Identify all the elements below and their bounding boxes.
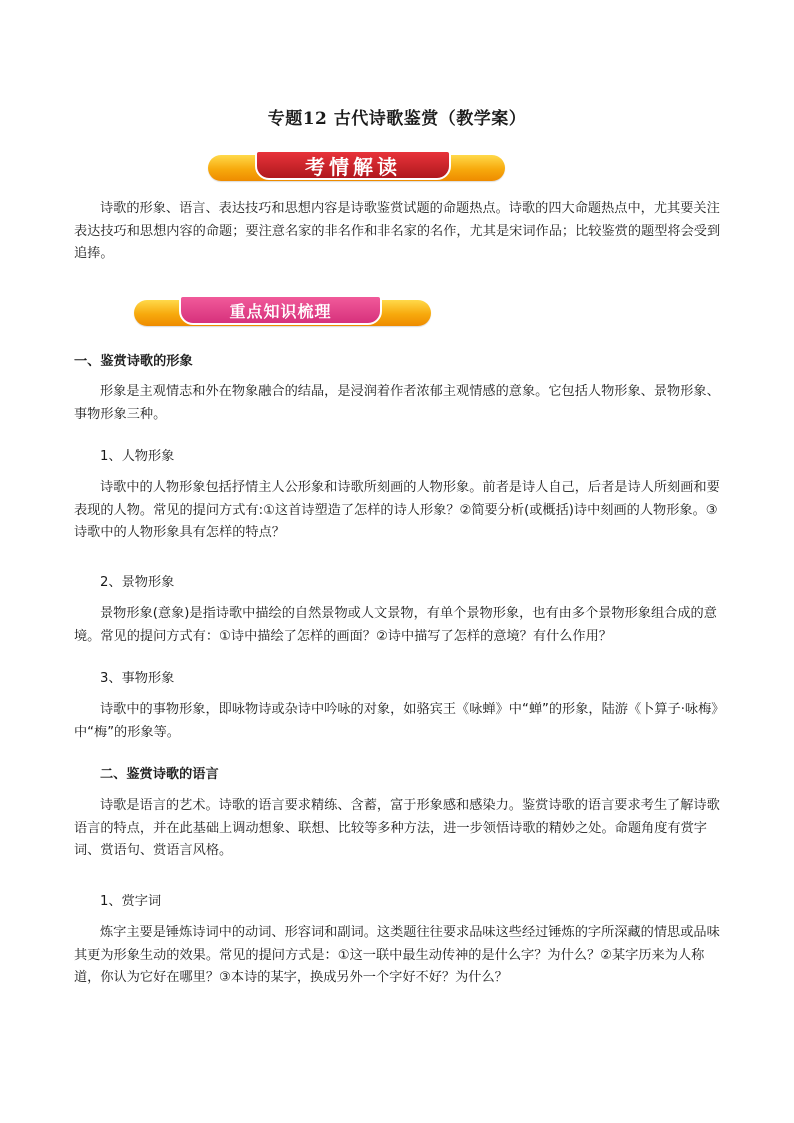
paragraph: 诗歌中的事物形象，即咏物诗或杂诗中吟咏的对象，如骆宾王《咏蝉》中“蝉”的形象，陆游《卜算子·咏梅》中“梅”的形象等。 <box>74 702 718 740</box>
banner-key-knowledge <box>134 295 431 329</box>
page-title: 专题12 古代诗歌鉴赏（教学案） <box>267 109 527 129</box>
subheading: 1、人物形象 <box>100 449 175 464</box>
subheading: 1、赏字词 <box>100 894 162 909</box>
subheading: 3、事物形象 <box>100 671 175 686</box>
section-heading: 一、鉴赏诗歌的形象 <box>74 354 193 369</box>
section-heading: 二、鉴赏诗歌的语言 <box>100 767 219 782</box>
banner-label: 考情解读 <box>255 150 451 180</box>
paragraph: 形象是主观情志和外在物象融合的结晶，是浸润着作者浓郁主观情感的意象。它包括人物形象、景物形象、事物形象三种。 <box>74 384 720 422</box>
intro-paragraph: 诗歌的形象、语言、表达技巧和思想内容是诗歌鉴赏试题的命题热点。诗歌的四大命题热点中，尤其要关注表达技巧和思想内容的命题；要注意名家的非名作和非名家的名作，尤其是宋词作品；比较鉴赏的题型将会受到追捧。 <box>74 201 721 261</box>
paragraph: 诗歌是语言的艺术。诗歌的语言要求精练、含蓄，富于形象感和感染力。鉴赏诗歌的语言要求考生了解诗歌语言的特点，并在此基础上调动想象、联想、比较等多种方法，进一步领悟诗歌的精妙之处。命题角度有赏字词、赏语句、赏语言风格。 <box>74 798 720 858</box>
banner-exam-analysis <box>208 150 505 184</box>
subheading: 2、景物形象 <box>100 575 175 590</box>
banner-label: 重点知识梳理 <box>179 295 382 325</box>
paragraph: 景物形象(意象)是指诗歌中描绘的自然景物或人文景物，有单个景物形象，也有由多个景物形象组合成的意境。常见的提问方式有：①诗中描绘了怎样的画面？②诗中描写了怎样的意境？有什么作用？ <box>74 606 717 644</box>
paragraph: 炼字主要是锤炼诗词中的动词、形容词和副词。这类题往往要求品味这些经过锤炼的字所深藏的情思或品味其更为形象生动的效果。常见的提问方式是：①这一联中最生动传神的是什么字？为什么？②某字历来为人称道，你认为它好在哪里？③本诗的某字，换成另外一个字好不好？为什么？ <box>74 925 720 985</box>
paragraph: 诗歌中的人物形象包括抒情主人公形象和诗歌所刻画的人物形象。前者是诗人自己，后者是诗人所刻画和要表现的人物。常见的提问方式有:①这首诗塑造了怎样的诗人形象？②简要分析(或概括)诗中刻画的人物形象。③诗歌中的人物形象具有怎样的特点？ <box>74 480 720 540</box>
